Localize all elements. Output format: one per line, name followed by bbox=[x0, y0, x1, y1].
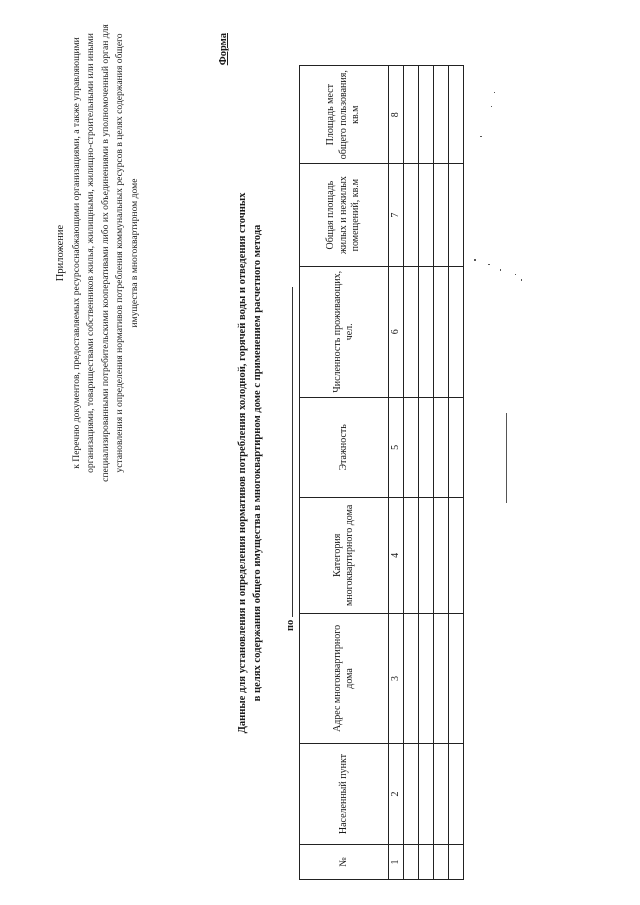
rotated-document-page bbox=[10, 13, 630, 893]
table-cell[interactable] bbox=[449, 266, 464, 397]
header-cell: Численность проживающих, чел. bbox=[300, 266, 389, 397]
table-cell[interactable] bbox=[434, 844, 449, 879]
header-cell: Адрес многоквартирного дома bbox=[300, 613, 389, 743]
table-cell[interactable] bbox=[419, 844, 434, 879]
table-cell[interactable] bbox=[434, 164, 449, 266]
scan-speck bbox=[491, 106, 492, 107]
scan-speck bbox=[488, 264, 490, 265]
scan-speck bbox=[500, 269, 501, 271]
scan-speck bbox=[494, 92, 495, 93]
column-number-row bbox=[389, 66, 404, 880]
appendix-block bbox=[54, 13, 142, 493]
table-cell[interactable] bbox=[449, 66, 464, 164]
heading-line-1: Данные для установления и определения нормативов потребления холодной, горячей воды и отведения сточных bbox=[237, 192, 248, 734]
data-table bbox=[299, 65, 464, 880]
table-cell[interactable] bbox=[449, 164, 464, 266]
table-cell[interactable] bbox=[434, 66, 449, 164]
table-row bbox=[449, 66, 464, 880]
column-number: 2 bbox=[389, 744, 404, 845]
table-cell[interactable] bbox=[434, 613, 449, 743]
column-number: 7 bbox=[389, 164, 404, 266]
column-number: 6 bbox=[389, 266, 404, 397]
table-row bbox=[404, 66, 419, 880]
table-row bbox=[419, 66, 434, 880]
po-fill-rule bbox=[282, 287, 293, 617]
appendix-body: к Перечню документов, предоставляемых ресурсоснабжающими организациями, а также управляющими организациями, товариществами собственников жилья, жилищными, жилищно-строительными или иными специализированными потребительскими кооперативами либо их объединениями в уполномоченный орган для установления и определения нормативов потребления коммунальных ресурсов в целях содержания общего имущества в многоквартирном доме bbox=[70, 24, 140, 482]
table-cell[interactable] bbox=[449, 613, 464, 743]
header-cell: Общая площадь жилых и нежилых помещений, кв.м bbox=[300, 164, 389, 266]
table-cell[interactable] bbox=[434, 497, 449, 613]
table-row bbox=[434, 66, 449, 880]
table-cell[interactable] bbox=[449, 397, 464, 497]
header-cell: Площадь мест общего пользования, кв.м bbox=[300, 66, 389, 164]
table-cell[interactable] bbox=[419, 397, 434, 497]
table-cell[interactable] bbox=[404, 744, 419, 845]
header-cell: Этажность bbox=[300, 397, 389, 497]
table-cell[interactable] bbox=[419, 744, 434, 845]
table-cell[interactable] bbox=[434, 266, 449, 397]
scan-speck bbox=[474, 259, 476, 261]
heading-line-2: в целях содержания общего имущества в многоквартирном доме с применением расчетного метода bbox=[251, 224, 263, 702]
table-cell[interactable] bbox=[404, 266, 419, 397]
table-cell[interactable] bbox=[404, 66, 419, 164]
header-cell: № bbox=[300, 844, 389, 879]
header-cell: Населенный пункт bbox=[300, 744, 389, 845]
table-cell[interactable] bbox=[404, 397, 419, 497]
form-label: Форма bbox=[218, 33, 229, 66]
scan-speck bbox=[515, 274, 516, 275]
table-cell[interactable] bbox=[404, 164, 419, 266]
column-number: 3 bbox=[389, 613, 404, 743]
table-cell[interactable] bbox=[419, 164, 434, 266]
scan-speck bbox=[521, 279, 522, 281]
column-number: 4 bbox=[389, 497, 404, 613]
table-cell[interactable] bbox=[419, 66, 434, 164]
header-cell: Категория многоквартирного дома bbox=[300, 497, 389, 613]
column-number: 8 bbox=[389, 66, 404, 164]
column-number: 5 bbox=[389, 397, 404, 497]
table-cell[interactable] bbox=[449, 497, 464, 613]
table-cell[interactable] bbox=[404, 497, 419, 613]
scan-speck bbox=[480, 136, 482, 137]
document-heading bbox=[236, 133, 265, 793]
table-cell[interactable] bbox=[449, 744, 464, 845]
table-cell[interactable] bbox=[419, 497, 434, 613]
table-header-row bbox=[300, 66, 389, 880]
column-number: 1 bbox=[389, 844, 404, 879]
po-line bbox=[282, 287, 296, 631]
appendix-title: Приложение bbox=[55, 224, 66, 282]
table-cell[interactable] bbox=[404, 613, 419, 743]
table-cell[interactable] bbox=[434, 397, 449, 497]
po-label: по bbox=[285, 619, 296, 631]
table-cell[interactable] bbox=[434, 744, 449, 845]
table-cell[interactable] bbox=[404, 844, 419, 879]
table-cell[interactable] bbox=[419, 613, 434, 743]
table-cell[interactable] bbox=[449, 844, 464, 879]
signature-rule bbox=[506, 413, 507, 503]
table-cell[interactable] bbox=[419, 266, 434, 397]
